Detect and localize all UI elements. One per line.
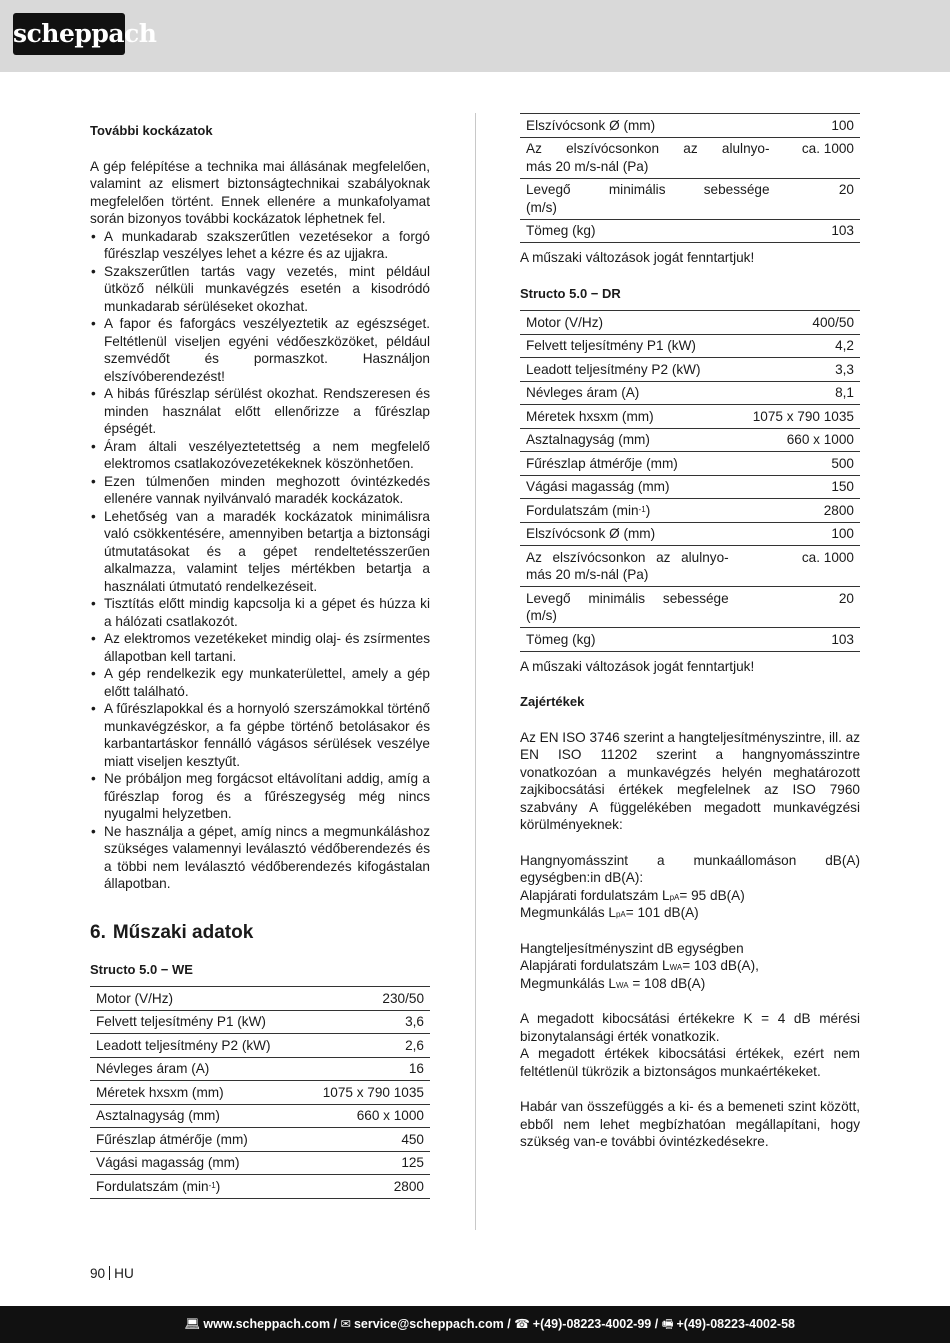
spec-label: Fordulatszám $(\min^{-1})$ [520,499,735,523]
risk-bullet: • Ezen túlmenően minden meghozott óvintézkedés ellenére vannak nyilvánvaló maradék kockázatok. [90,473,430,508]
risk-bullet: • A gép rendelkezik egy munkaterülettel, amely a gép előtt található. [90,665,430,700]
spec-label: Fűrészlap átmérője (mm) [520,452,735,476]
spec-label: Motor (V/Hz) [90,987,302,1011]
spec-label: Leadott teljesítmény P2 (kW) [520,358,735,382]
risk-bullet: • Ne próbáljon meg forgácsot eltávolítani addig, amíg a fűrészlap forog és a fűrészegység még nincs nyugalmi helyzetben. [90,770,430,823]
spec-value: 20 [735,587,860,628]
spec-label: Elszívócsonk Ø (mm) [520,114,776,138]
spec-label: Asztalnagyság (mm) [90,1104,302,1128]
spec-label: Tömeg (kg) [520,628,735,652]
phone-icon: ☎ [514,1317,530,1331]
risk-bullet: • Tisztítás előtt mindig kapcsolja ki a gépet és húzza ki a hálózati csatlakozót. [90,595,430,630]
we-note: A műszaki változások jogát fenntartjuk! [520,250,755,265]
spec-value: 2800 [302,1175,430,1199]
spec-value: 1075 x 790 1035 [302,1081,430,1105]
spec-row [520,546,860,587]
spec-label: Méretek hxsxm (mm) [520,405,735,429]
footer-contacts [185,1306,795,1343]
dr-title: Structo 5.0 − DR [520,285,621,301]
spec-row [520,114,860,138]
spec-row [520,219,860,243]
not-safe-text: A megadott értékek kibocsátási értékek, ezért nem feltétlenül tükrözik a biztonságos munkaértékeket. [520,1046,860,1079]
section-title [90,921,430,945]
spec-label: Névleges áram (A) [520,381,735,405]
lpa-work: Megmunkálás $L_{pA}= 101$ dB(A) [520,905,699,920]
spec-value: 660 x 1000 [735,428,860,452]
spec-value: 3,3 [735,358,860,382]
spec-row [90,1151,430,1175]
risk-bullet: • A hibás fűrészlap sérülést okozhat. Rendszeresen és minden használat előtt ellenőrizze a fűrészlap épségét. [90,385,430,438]
footer-mail[interactable]: service@scheppach.com / [353,1317,511,1331]
we-spec-table-continued [520,113,860,243]
spec-row [90,1104,430,1128]
spec-value: 20 [776,178,860,219]
spec-row [520,311,860,335]
risk-bullet: • Lehetőség van a maradék kockázatok minimálisra való csökkentésére, amennyiben betartja a biztonsági útmutatásokat és a gépet rendeltetésszerűen alkalmazza, valamint teljes mértékben betartja a használati útmutató rendelkezéseit. [90,508,430,596]
spec-label: Fűrészlap átmérője (mm) [90,1128,302,1152]
noise-intro: Az EN ISO 3746 szerint a hangteljesítményszintre, ill. az EN ISO 11202 szerint a hangnyomásszintre vonatkozóan a munkavégzés helyén meghatározott zajkibocsátási értékek megfelelnek az ISO 7960 szabvány A függelékében megadott munkavégzési körülményeknek: [520,729,860,832]
spec-value: 500 [735,452,860,476]
spec-value: 8,1 [735,381,860,405]
spec-row [520,178,860,219]
dr-spec-table [520,310,860,652]
spec-label: Leadott teljesítmény P2 (kW) [90,1034,302,1058]
section-title-text: Műszaki adatok [112,921,254,943]
risk-bullet: • A munkadarab szakszerűtlen vezetésekor a forgó fűrészlap veszélyes lehet a kézre és az ujjakra. [90,228,430,263]
footer-web[interactable]: www.scheppach.com / [203,1317,338,1331]
mail-icon: ✉ [340,1317,351,1331]
risk-bullet: • Az elektromos vezetékeket mindig olaj- és zsírmentes állapotban kell tartani. [90,630,430,665]
spec-label: Felvett teljesítmény P1 (kW) [90,1010,302,1034]
pressure-heading: Hangnyomásszint a munkaállomáson dB(A) egységben:in dB(A): [520,852,860,885]
spec-row [520,405,860,429]
spec-label: Fordulatszám $(\min^{-1})$ [90,1175,302,1199]
we-spec-table [90,986,430,1199]
spec-row [520,475,860,499]
spec-row [520,452,860,476]
spec-row [520,428,860,452]
spec-value: 2,6 [302,1034,430,1058]
column-divider [475,113,476,1230]
spec-label: Levegő minimális sebessége (m/s) [520,587,735,628]
spec-value: 150 [735,475,860,499]
spec-value: 230/50 [302,987,430,1011]
lwa-work: Megmunkálás $L_{WA} = 108$ dB(A) [520,975,706,991]
spec-label: Asztalnagyság (mm) [520,428,735,452]
computer-icon: 💻︎ [184,1317,201,1331]
header-band [0,0,950,72]
risks-title: További kockázatok [90,123,213,138]
spec-value: 125 [302,1151,430,1175]
footer-bar [0,1306,950,1343]
risk-list [90,228,430,893]
spec-label: Felvett teljesítmény P1 (kW) [520,334,735,358]
spec-label: Elszívócsonk Ø (mm) [520,522,735,546]
power-heading: Hangteljesítményszint dB egységben [520,940,744,956]
spec-value: 100 [776,114,860,138]
right-column [520,113,860,1151]
spec-row [90,1057,430,1081]
spec-row [90,987,430,1011]
spec-row [90,1128,430,1152]
lwa-idle: Alapjárati fordulatszám $L_{WA}= 103$ dB(A), [520,958,759,973]
spec-value: 16 [302,1057,430,1081]
fax-icon: 🖷︎ [661,1317,674,1331]
spec-value: 100 [735,522,860,546]
risks-intro: A gép felépítése a technika mai állásának megfelelően, valamint az elismert biztonságtechnikai szabályoknak megfelelően történt. Ennek ellenére a munkafolyamat során bizonyos további kockázatok léphetnek fel. [90,158,430,226]
spec-value: 103 [735,628,860,652]
spec-value: 3,6 [302,1010,430,1034]
spec-label: Méretek hxsxm (mm) [90,1081,302,1105]
spec-row [90,1175,430,1199]
footer-phone: +(49)-08223-4002-99 / [532,1317,659,1331]
page-number [90,1265,134,1282]
spec-value: 4,2 [735,334,860,358]
page-separator [109,1266,110,1280]
dr-note: A műszaki változások jogát fenntartjuk! [520,658,755,674]
spec-label: Motor (V/Hz) [520,311,735,335]
spec-row [520,499,860,523]
spec-row [90,1081,430,1105]
spec-value: ca. 1000 [735,546,860,587]
spec-label: Tömeg (kg) [520,219,776,243]
page-number-value: 90 [90,1266,106,1281]
spec-row [520,334,860,358]
spec-value: 400/50 [735,311,860,335]
spec-row [90,1010,430,1034]
spec-label: Névleges áram (A) [90,1057,302,1081]
risk-bullet: • Ne használja a gépet, amíg nincs a megmunkáláshoz szükséges valamennyi leválasztó védőberendezés és a többi nem leválasztó védőberendezés kifogástalan állapotban. [90,823,430,893]
risk-bullet: • Szakszerűtlen tartás vagy vezetés, mint például ütköző nélküli munkavégzés esetén a kisodródó munkadarab sérüléseket okozhat. [90,263,430,316]
risk-bullet: • A fűrészlapokkal és a hornyoló szerszámokkal történő munkavégzéskor, a fa gépbe történő betolásakor és karbantartáskor fennálló vágásos sérülések veszélye miatt viseljen kesztyűt. [90,700,430,770]
spec-row [520,628,860,652]
uncertainty-text: A megadott kibocsátási értékekre K = 4 dB mérési bizonytalansági érték vonatkozik. [520,1011,860,1044]
page-language: HU [114,1266,134,1281]
spec-row [520,358,860,382]
spec-row [520,522,860,546]
noise-title: Zajértékek [520,694,585,709]
spec-row [520,137,860,178]
spec-label: Vágási magasság (mm) [520,475,735,499]
relation-text: Habár van összefüggés a ki- és a bemeneti szint között, ebből nem lehet megbízhatóan megállapítani, hogy szükség van-e további óvintézkedésekre. [520,1099,860,1149]
risk-bullet: • A fapor és faforgács veszélyeztetik az egészséget. Feltétlenül viseljen egyéni védőeszközöket, például szemvédőt és pormaszkot. Használjon elszívóberendezést! [90,315,430,385]
lpa-idle: Alapjárati fordulatszám $L_{pA}= 95$ dB(A) [520,887,745,903]
spec-value: 1075 x 790 1035 [735,405,860,429]
we-title: Structo 5.0 − WE [90,961,193,977]
spec-label: Levegő minimális sebessége (m/s) [520,178,776,219]
spec-value: 2800 [735,499,860,523]
spec-label: Vágási magasság (mm) [90,1151,302,1175]
section-number: 6. [90,921,106,943]
spec-value: ca. 1000 [776,137,860,178]
risk-bullet: • Áram általi veszélyeztetettség a nem megfelelő elektromos csatlakozóvezetékeknek köszönhetően. [90,438,430,473]
spec-row [520,381,860,405]
spec-value: 103 [776,219,860,243]
footer-fax: +(49)-08223-4002-58 [676,1317,795,1331]
scheppach-logo: scheppach [13,13,125,55]
spec-label: Az elszívócsonkon az alulnyo- más 20 m/s-nál (Pa) [520,546,735,587]
spec-value: 450 [302,1128,430,1152]
spec-label: Az elszívócsonkon az alulnyo- más 20 m/s-nál (Pa) [520,137,776,178]
spec-row [520,587,860,628]
spec-row [90,1034,430,1058]
spec-value: 660 x 1000 [302,1104,430,1128]
left-column [90,122,430,1199]
